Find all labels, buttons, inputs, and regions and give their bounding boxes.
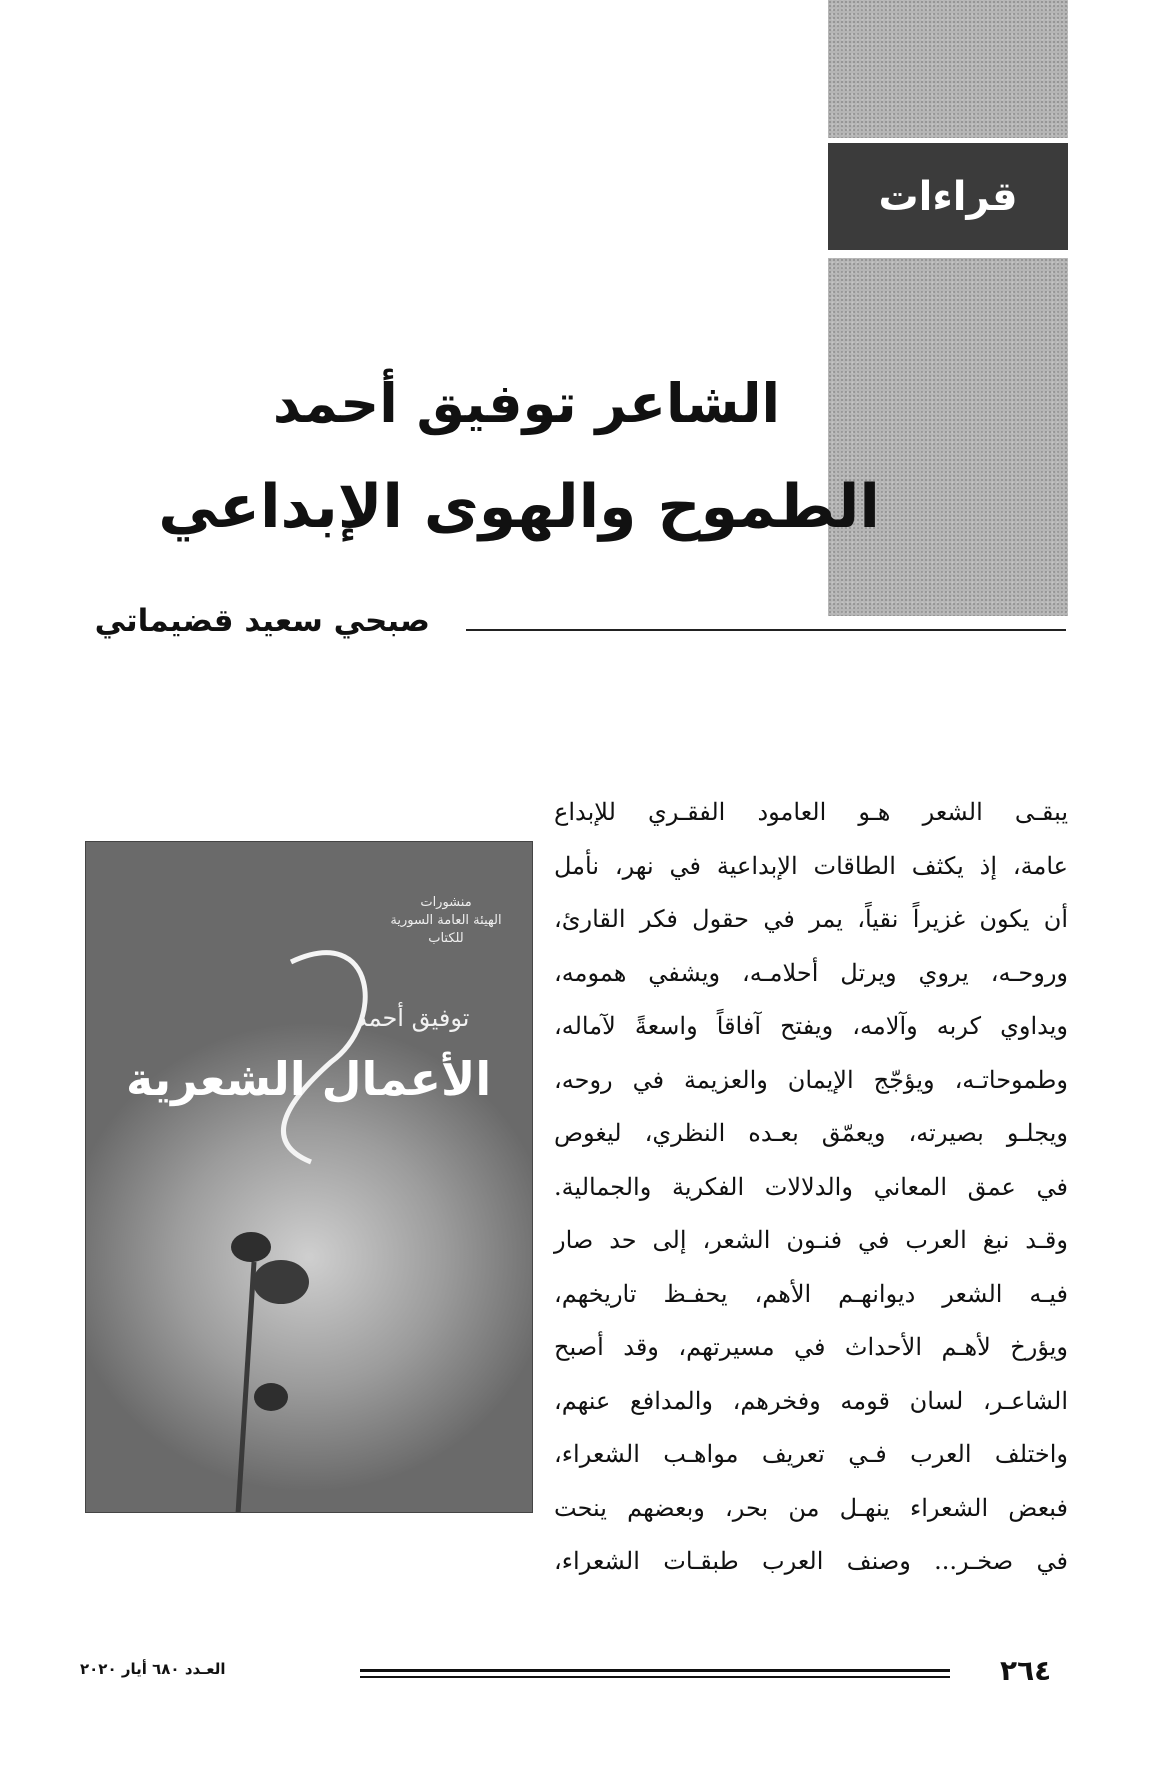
cover-leaf bbox=[253, 1260, 309, 1304]
book-publisher: منشورات الهيئة العامة السورية للكتاب bbox=[390, 895, 502, 947]
body-line: يبقـى الشعر هـو العامود الفقـري للإبداع bbox=[554, 798, 1068, 826]
section-label: قراءات bbox=[828, 143, 1068, 250]
body-line: وروحـه، يروي ويرتل أحلامـه، ويشفي همومه، bbox=[554, 958, 1068, 987]
body-line: واختلف العرب فـي تعريف مواهـب الشعراء، bbox=[554, 1440, 1068, 1468]
cover-stem bbox=[238, 1262, 254, 1513]
issue-info: العـدد ٦٨٠ أيار ٢٠٢٠ bbox=[80, 1660, 226, 1678]
body-line: عامة، إذ يكثف الطاقات الإبداعية في نهر، نأمل bbox=[554, 851, 1068, 880]
author-divider bbox=[466, 629, 1066, 631]
decorative-gray-block-top bbox=[828, 0, 1068, 138]
body-line: فيـه الشعر ديوانهـم الأهم، يحفـظ تاريخهم، bbox=[554, 1279, 1068, 1308]
body-line: في صخـر... وصنف العرب طبقـات الشعراء، bbox=[554, 1547, 1068, 1575]
book-author: توفيق أحمد bbox=[356, 1004, 470, 1032]
body-line: ويؤرخ لأهـم الأحداث في مسيرتهم، وقد أصبح bbox=[554, 1333, 1068, 1361]
book-title: الأعمال الشعرية bbox=[126, 1052, 492, 1106]
body-line: الشاعـر، لسان قومه وفخرهم، والمدافع عنهم، bbox=[554, 1386, 1068, 1415]
article-title-line-1: الشاعر توفيق أحمد bbox=[272, 372, 780, 435]
body-line: في عمق المعاني والدلالات الفكرية والجمالية. bbox=[554, 1172, 1068, 1201]
author-name: صبحي سعيد قضيماتي bbox=[85, 603, 430, 639]
page-number: ٢٦٤ bbox=[1000, 1654, 1052, 1687]
cover-bud-top bbox=[231, 1232, 271, 1262]
decorative-gray-block-bottom bbox=[828, 258, 1068, 616]
body-line: أن يكون غزيراً نقياً، يمر في حقول فكر القارئ، bbox=[554, 905, 1068, 933]
book-cover-image bbox=[85, 841, 533, 1513]
cover-bud-bottom bbox=[254, 1383, 288, 1411]
article-body bbox=[554, 786, 1068, 1589]
footer-divider bbox=[360, 1669, 950, 1678]
body-line: وطموحاتـه، ويؤجّج الإيمان والعزيمة في روحه، bbox=[554, 1065, 1068, 1094]
article-title-line-2: الطموح والهوى الإبداعي bbox=[158, 472, 880, 542]
body-line: ويجلـو بصيرته، ويعمّق بعـده النظري، ليغوص bbox=[554, 1119, 1068, 1147]
body-line: فبعض الشعراء ينهـل من بحر، وبعضهم ينحت bbox=[554, 1493, 1068, 1522]
body-line: وقـد نبغ العرب في فنـون الشعر، إلى حد صار bbox=[554, 1226, 1068, 1254]
body-line: ويداوي كربه وآلامه، ويفتح آفاقاً واسعةً لآماله، bbox=[554, 1012, 1068, 1040]
